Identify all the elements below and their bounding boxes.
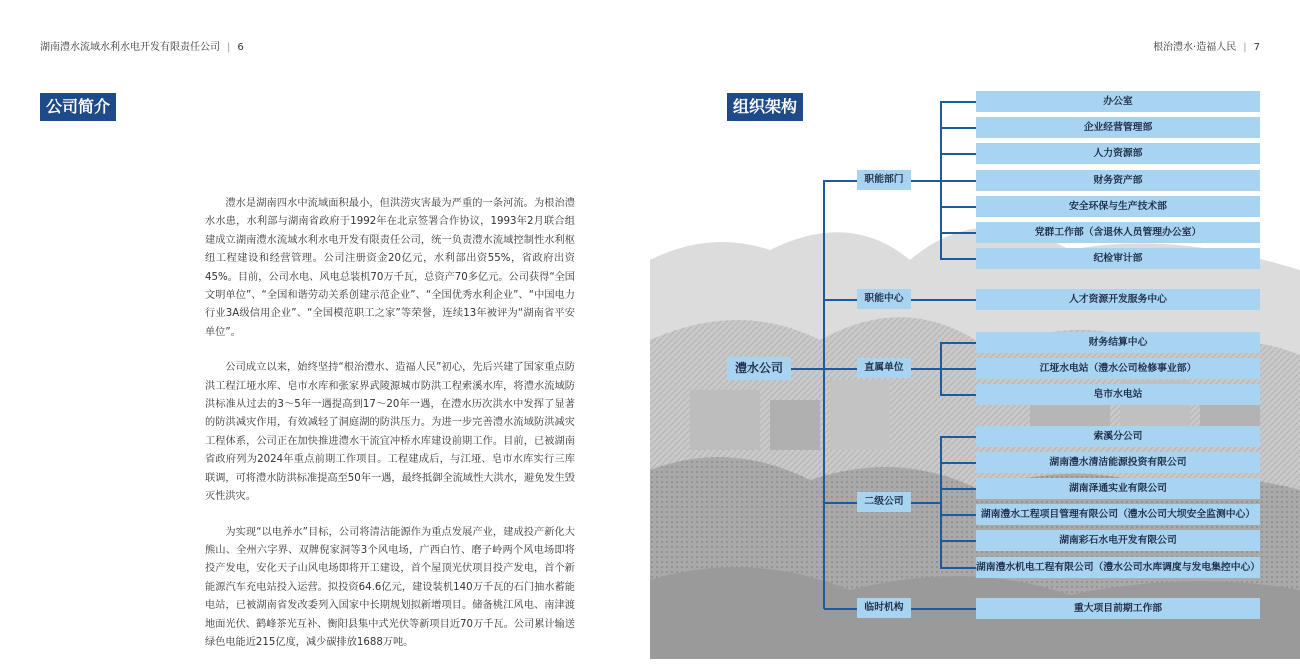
org-unit-office: 办公室: [976, 91, 1260, 112]
org-unit-zetong-industry: 湖南泽通实业有限公司: [976, 478, 1260, 499]
root-vertical-trunk: [823, 180, 825, 609]
leaf-connector-line: [940, 342, 976, 344]
org-unit-zaoshi-station: 皂市水电站: [976, 384, 1260, 405]
category-to-group-line: [911, 180, 941, 182]
header-slogan: 根治澧水·造福人民: [1153, 42, 1237, 53]
org-unit-settlement-center: 财务结算中心: [976, 332, 1260, 353]
leaf-connector-line: [940, 514, 976, 516]
header-company-name: 湖南澧水流域水利水电开发有限责任公司: [40, 42, 220, 53]
leaf-connector-line: [940, 101, 976, 103]
leaf-connector-line: [940, 488, 976, 490]
org-root-node: 澧水公司: [727, 357, 791, 380]
leaf-connector-line: [940, 436, 976, 438]
category-to-group-line: [911, 502, 941, 504]
leaf-connector-line: [940, 180, 976, 182]
left-page-header: [40, 38, 244, 53]
org-category-direct-units: 直属单位: [857, 358, 911, 378]
category-connector-line: [824, 608, 857, 610]
org-unit-safety-production: 安全环保与生产技术部: [976, 196, 1260, 217]
right-page-number: 7: [1253, 42, 1260, 53]
org-category-functional-center: 职能中心: [857, 289, 911, 309]
left-page-number: 6: [237, 42, 244, 53]
leaf-connector-line: [940, 232, 976, 234]
leaf-connector-line: [940, 127, 976, 129]
org-category-functional-departments: 职能部门: [857, 170, 911, 190]
right-page-header: [1153, 38, 1260, 53]
org-unit-party-affairs: 党群工作部（含退休人员管理办公室）: [976, 222, 1260, 243]
org-unit-human-resources: 人力资源部: [976, 143, 1260, 164]
org-unit-clean-energy: 湖南澧水清洁能源投资有限公司: [976, 452, 1260, 473]
leaf-connector-line: [940, 394, 976, 396]
category-connector-line: [824, 502, 857, 504]
category-to-group-line: [911, 368, 941, 370]
leaf-connector-line: [940, 368, 976, 370]
org-category-subsidiaries: 二级公司: [857, 492, 911, 512]
leaf-connector-line: [940, 153, 976, 155]
org-unit-major-projects: 重大项目前期工作部: [976, 598, 1260, 619]
org-unit-business-management: 企业经营管理部: [976, 117, 1260, 138]
header-separator: |: [227, 42, 231, 53]
company-profile-title: 公司简介: [40, 93, 116, 121]
profile-paragraph: 公司成立以来，始终坚持“根治澧水、造福人民”初心，先后兴建了国家重点防洪工程江垭水库、皂市水库和张家界武陵源城市防洪工程索溪水库，将澧水流域防洪标准从过去的3～5年一遇提高到17～20年一遇，在澧水历次洪水中发挥了显著的防洪减灾作用，有效减轻了洞庭湖的防洪压力。为进一步完善澧水流域防洪减灾工程体系，公司正在加快推进澧水干流宜冲桥水库建设前期工作。目前，已被湖南省政府列为2024年重点前期工作项目。工程建成后，与江垭、皂市水库实行三库联调，可将澧水防洪标准提高至50年一遇，最终抵御全流域性大洪水，避免发生毁灭性洪灾。: [205, 362, 575, 503]
company-profile-text: [205, 195, 575, 669]
leaf-connector-line: [940, 462, 976, 464]
org-unit-suoxi-branch: 索溪分公司: [976, 426, 1260, 447]
org-unit-electromechanical: 湖南澧水机电工程有限公司（澧水公司水库调度与发电集控中心）: [976, 557, 1260, 578]
header-separator: |: [1243, 42, 1247, 53]
org-unit-jiangya-station: 江垭水电站（澧水公司检修事业部）: [976, 358, 1260, 379]
profile-paragraph: 澧水是湖南四水中流域面积最小，但洪涝灾害最为严重的一条河流。为根治澧水水患，水利部与湖南省政府于1992年在北京签署合作协议，1993年2月联合组建成立湖南澧水流域水利水电开发有限责任公司，统一负责澧水流域控制性水利枢纽工程建设和经营管理。公司注册资金20亿元，水利部出资55%，省政府出资45%。目前，公司水电、风电总装机70万千瓦，总资产70多亿元。公司获得“全国文明单位”、“全国和谐劳动关系创建示范企业”、“全国优秀水利企业”、“中国电力行业3A级信用企业”、“全国模范职工之家”等荣誉，连续13年被评为“湖南省平安单位”。: [205, 198, 575, 338]
org-unit-caishi-hydro: 湖南彩石水电开发有限公司: [976, 530, 1260, 551]
category-connector-line: [824, 299, 857, 301]
leaf-connector-line: [940, 258, 976, 260]
org-unit-discipline-audit: 纪检审计部: [976, 248, 1260, 269]
leaf-connector-line: [940, 540, 976, 542]
org-unit-finance-assets: 财务资产部: [976, 170, 1260, 191]
profile-paragraph: 为实现“以电养水”目标，公司将清洁能源作为重点发展产业，建成投产新化大熊山、全州六字界、双牌倪家洞等3个风电场，广西白竹、磨子岭两个风电场即将投产发电，安化天子山风电场即将开工建设，首个屋顶光伏项目投产发电，首个新能源汽车充电站投入运营。拟投资64.6亿元，建设装机140万千瓦的石门抽水蓄能电站，已被湖南省发改委列入国家中长期规划拟新增项目。储备桃江风电、南津渡地面光伏、鹤峰茶光互补、衡阳县集中式光伏等新项目近70万千瓦。公司累计输送绿色电能近215亿度，减少碳排放1688万吨。: [205, 526, 575, 648]
category-to-group-line: [911, 299, 976, 301]
category-connector-line: [824, 180, 857, 182]
org-unit-talent-center: 人才资源开发服务中心: [976, 289, 1260, 310]
org-category-temporary-agency: 临时机构: [857, 598, 911, 618]
category-to-group-line: [911, 608, 976, 610]
leaf-connector-line: [940, 206, 976, 208]
leaf-connector-line: [940, 567, 976, 569]
org-unit-project-management: 湖南澧水工程项目管理有限公司（澧水公司大坝安全监测中心）: [976, 504, 1260, 525]
org-structure-title: 组织架构: [727, 93, 803, 121]
root-connector-line: [791, 368, 824, 370]
category-connector-line: [824, 368, 857, 370]
